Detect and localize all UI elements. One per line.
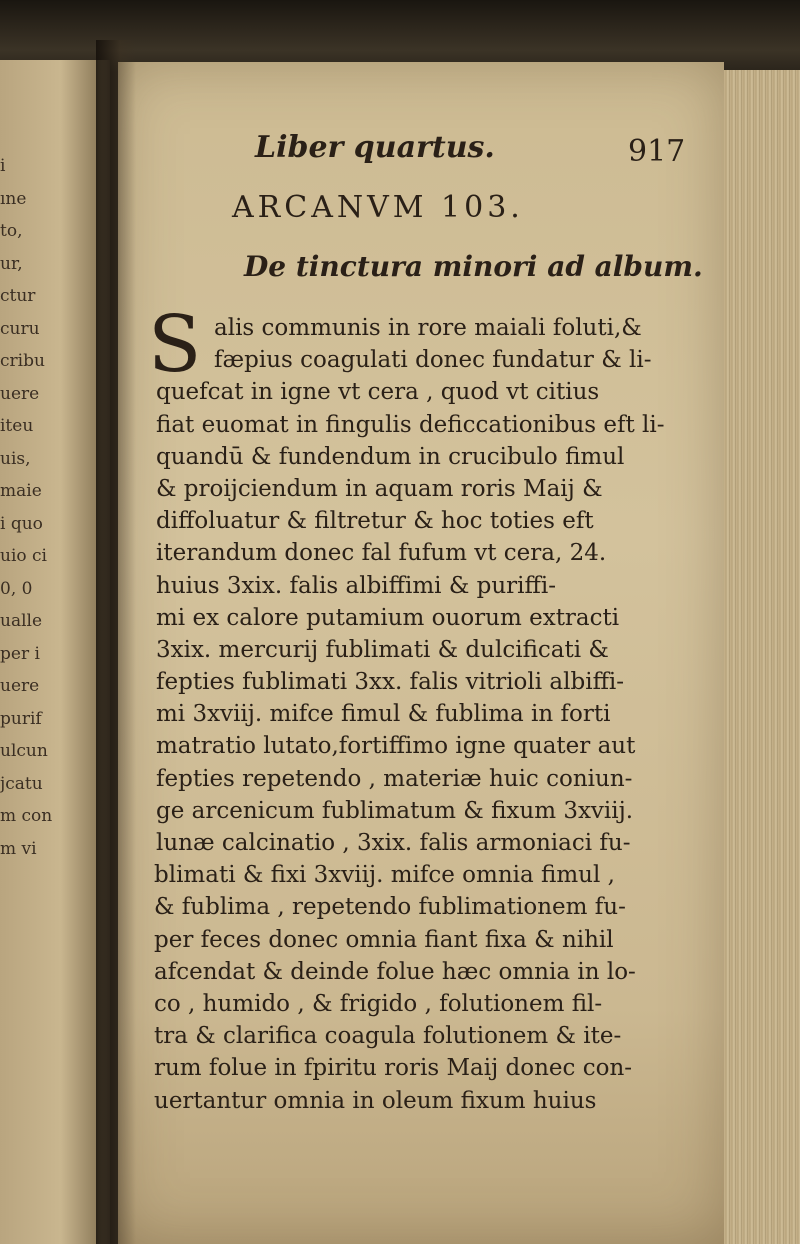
text-line: alis communis in rore maiali foluti,&: [214, 315, 642, 341]
prev-page-fragment: m con: [0, 806, 53, 826]
prev-page-fragment: uere: [0, 383, 40, 404]
prev-page-fragment: curu: [0, 318, 40, 339]
text-line: uertantur omnia in oleum fixum huius: [154, 1087, 597, 1114]
running-head: Liber quartus.: [255, 130, 495, 165]
prev-page-fragment: ctur: [0, 286, 36, 306]
text-line: & fublima , repetendo fublimationem fu-: [154, 894, 626, 921]
prev-page-fragment: ualle: [0, 611, 43, 631]
text-line: afcendat & deinde folue hæc omnia in lo-: [154, 958, 636, 985]
section-subtitle: De tinctura minori ad album.: [244, 250, 703, 283]
text-line: 3xix. mercurij fublimati & dulcificati &: [156, 636, 609, 663]
prev-page-fragment: m vi: [0, 838, 37, 859]
prev-page-fragment: maie: [0, 481, 42, 501]
text-line: & proijciendum in aquam roris Maij &: [156, 475, 603, 502]
text-line: fiat euomat in fingulis deficcationibus eft li-: [156, 411, 665, 438]
page-number: 917: [628, 134, 686, 169]
prev-page-fragment: uio ci: [0, 546, 47, 566]
section-title: ARCANVM 103.: [232, 190, 524, 225]
prev-page-fragment: 0, 0: [0, 578, 33, 599]
page-stack-edge: [724, 70, 800, 1244]
text-line: per feces donec omnia fiant fixa & nihil: [154, 926, 614, 953]
text-line: lunæ calcinatio , 3xix. falis armoniaci fu-: [156, 830, 631, 856]
prev-page-fragment: uere: [0, 676, 40, 696]
body-text: [154, 312, 714, 1117]
prev-page-fragment: purif: [0, 708, 42, 729]
text-line: mi ex calore putamium ouorum extracti: [156, 604, 620, 631]
text-line: blimati & fixi 3xviij. mifce omnia fimul ,: [154, 862, 615, 889]
text-line: co , humido , & frigido , folutionem fil-: [154, 990, 603, 1017]
text-line: rum folue in fpiritu roris Maij donec con-: [154, 1055, 633, 1082]
prev-page-fragment: to,: [0, 221, 23, 241]
prev-page-fragment: ur,: [0, 253, 23, 274]
text-line: diffoluatur & filtretur & hoc toties eft: [156, 508, 594, 535]
text-line: tra & clarifica coagula folutionem & ite-: [154, 1023, 622, 1050]
drop-capital: S: [148, 300, 202, 390]
text-line: fepties fublimati 3xx. falis vitrioli albiffi-: [156, 669, 625, 696]
prev-page-fragment: uis,: [0, 448, 31, 469]
prev-page-fragment: jcatu: [0, 773, 43, 794]
previous-page-edge: [0, 60, 110, 1244]
text-line: quandū & fundendum in crucibulo fimul: [156, 443, 625, 470]
prev-page-fragment: ulcun: [0, 741, 48, 761]
prev-page-fragment: ıne: [0, 188, 27, 209]
prev-page-fragment: iteu: [0, 416, 34, 436]
gutter-shadow: [96, 40, 136, 1244]
text-line: mi 3xviij. mifce fimul & fublima in forti: [156, 701, 611, 728]
text-line: fepties repetendo , materiæ huic coniun-: [156, 765, 633, 792]
text-line: fæpius coagulati donec fundatur & li-: [214, 347, 652, 374]
text-line: huius 3xix. falis albiffimi & puriffi-: [156, 572, 556, 599]
text-line: iterandum donec fal fufum vt cera, 24.: [156, 540, 607, 567]
text-line: quefcat in igne vt cera , quod vt citius: [156, 379, 600, 406]
text-line: matratio lutato,fortiffimo igne quater aut: [156, 733, 636, 760]
prev-page-fragment: i quo: [0, 513, 43, 534]
prev-page-fragment: per i: [0, 643, 40, 664]
text-line: ge arcenicum fublimatum & fixum 3xviij.: [156, 797, 634, 824]
prev-page-fragment: cribu: [0, 351, 45, 371]
prev-page-fragment: i: [0, 156, 6, 176]
